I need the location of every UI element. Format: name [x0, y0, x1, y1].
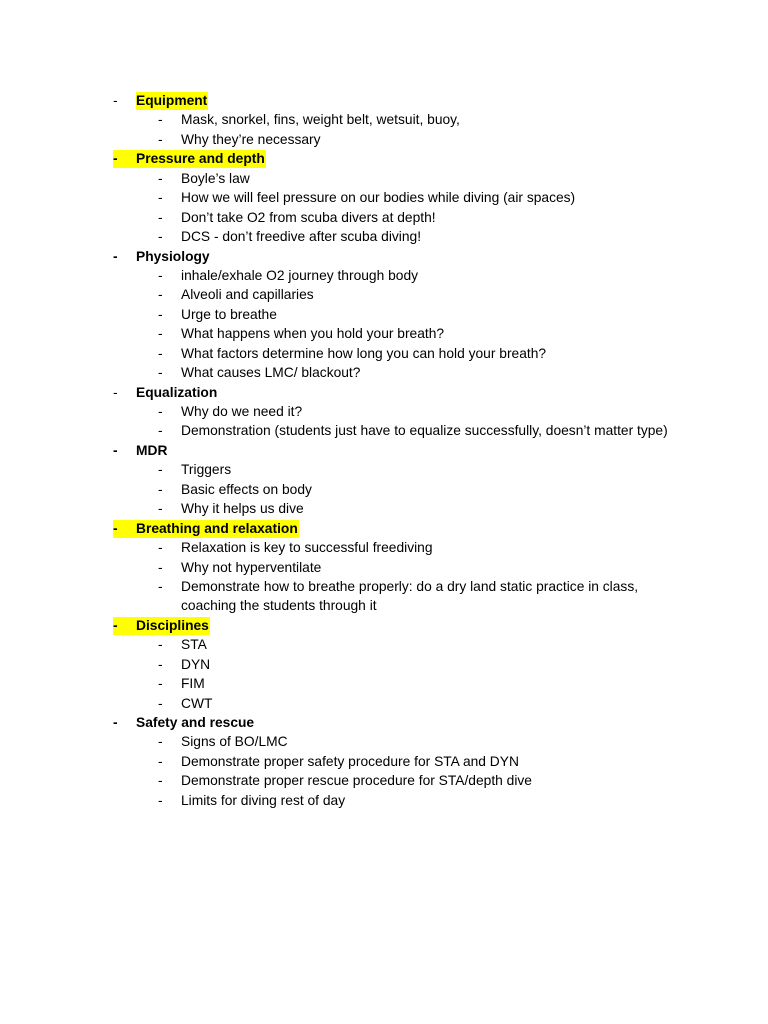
list-item: [0, 771, 768, 790]
bullet-dash: -: [158, 209, 163, 225]
bullet-dash: -: [113, 248, 118, 264]
section-title: Equalization: [136, 384, 218, 400]
list-item-text: DYN: [181, 656, 211, 672]
list-item: [0, 460, 768, 479]
list-item-text: Mask, snorkel, fins, weight belt, wetsuit, buoy,: [181, 112, 460, 128]
list-item: [0, 208, 768, 227]
list-item-text: Don’t take O2 from scuba divers at depth!: [181, 209, 436, 225]
section-heading: [0, 91, 768, 110]
list-item: [0, 791, 768, 810]
bullet-dash: -: [158, 695, 163, 711]
list-item-text: CWT: [181, 695, 213, 711]
document-outline: [0, 91, 768, 810]
list-item-text: Demonstrate proper safety procedure for STA and DYN: [181, 753, 519, 769]
section-title: Safety and rescue: [136, 715, 255, 730]
list-item-text: STA: [181, 637, 207, 653]
list-item: [0, 130, 768, 149]
list-item-continuation: [0, 596, 768, 615]
bullet-dash: -: [158, 112, 163, 128]
section-title: Physiology: [136, 248, 210, 264]
list-item-text: Basic effects on body: [181, 481, 312, 497]
bullet-dash: -: [158, 287, 163, 303]
list-item-text: Limits for diving rest of day: [181, 792, 346, 808]
section-title: Breathing and relaxation: [136, 520, 298, 536]
list-item: [0, 538, 768, 557]
bullet-dash: -: [113, 93, 118, 108]
list-item: [0, 421, 768, 440]
bullet-dash: -: [158, 578, 163, 594]
bullet-dash: -: [158, 345, 163, 361]
section-heading: [0, 616, 768, 635]
bullet-dash: -: [113, 520, 118, 536]
list-item-text: Demonstrate proper rescue procedure for STA/depth dive: [181, 773, 532, 789]
list-item-text: Why they’re necessary: [181, 131, 321, 147]
bullet-dash: -: [158, 326, 163, 342]
list-item: [0, 169, 768, 188]
list-item: [0, 635, 768, 654]
list-item: [0, 655, 768, 674]
bullet-dash: -: [158, 792, 163, 808]
section-heading: [0, 383, 768, 402]
bullet-dash: -: [158, 481, 163, 497]
list-item-text: Why do we need it?: [181, 404, 303, 419]
bullet-dash: -: [158, 540, 163, 556]
list-item-text: inhale/exhale O2 journey through body: [181, 267, 419, 283]
list-item-text: FIM: [181, 676, 205, 692]
list-item-text: Why it helps us dive: [181, 501, 304, 517]
bullet-dash: -: [158, 229, 163, 245]
bullet-dash: -: [158, 365, 163, 381]
bullet-dash: -: [113, 617, 118, 633]
list-item-text: Why not hyperventilate: [181, 559, 322, 575]
list-item-text: Relaxation is key to successful freediving: [181, 540, 433, 556]
list-item: [0, 305, 768, 324]
bullet-dash: -: [158, 170, 163, 186]
section-heading: [0, 713, 768, 732]
section-heading: [0, 149, 768, 168]
list-item-text: Demonstration (students just have to equalize successfully, doesn’t matter type): [181, 423, 668, 439]
bullet-dash: -: [113, 384, 118, 400]
list-item-text: Urge to breathe: [181, 306, 277, 322]
list-item: [0, 324, 768, 343]
list-item-text: How we will feel pressure on our bodies while diving (air spaces): [181, 190, 576, 206]
bullet-dash: -: [158, 267, 163, 283]
section-title: Disciplines: [136, 617, 209, 633]
list-item: [0, 558, 768, 577]
list-item: [0, 732, 768, 751]
bullet-dash: -: [158, 190, 163, 206]
bullet-dash: -: [158, 404, 163, 419]
list-item: [0, 188, 768, 207]
list-item: [0, 694, 768, 713]
list-item-text: Alveoli and capillaries: [181, 287, 314, 303]
section-title: Equipment: [136, 93, 208, 108]
bullet-dash: -: [158, 773, 163, 789]
list-item: [0, 363, 768, 382]
section-title: Pressure and depth: [136, 151, 265, 167]
bullet-dash: -: [113, 442, 118, 458]
list-item-text: Boyle’s law: [181, 170, 250, 186]
bullet-dash: -: [158, 656, 163, 672]
list-item: [0, 344, 768, 363]
list-item: [0, 110, 768, 129]
section-title: MDR: [136, 442, 168, 458]
list-item-text: Demonstrate how to breathe properly: do a dry land static practice in class,: [181, 578, 639, 594]
bullet-dash: -: [158, 734, 163, 750]
list-item-text: What causes LMC/ blackout?: [181, 365, 361, 381]
list-item: [0, 285, 768, 304]
bullet-dash: -: [158, 559, 163, 575]
list-item-text: What factors determine how long you can hold your breath?: [181, 345, 547, 361]
list-item: [0, 266, 768, 285]
list-item: [0, 480, 768, 499]
bullet-dash: -: [158, 423, 163, 439]
section-heading: [0, 519, 768, 538]
list-item: [0, 577, 768, 596]
list-item-text: coaching the students through it: [181, 598, 377, 614]
bullet-dash: -: [158, 462, 163, 478]
list-item: [0, 752, 768, 771]
bullet-dash: -: [158, 637, 163, 653]
bullet-dash: -: [158, 676, 163, 692]
list-item-text: DCS - don’t freedive after scuba diving!: [181, 229, 422, 245]
list-item: [0, 674, 768, 693]
bullet-dash: -: [158, 131, 163, 147]
list-item-text: Signs of BO/LMC: [181, 734, 288, 750]
bullet-dash: -: [158, 753, 163, 769]
bullet-dash: -: [158, 501, 163, 517]
list-item: [0, 402, 768, 421]
bullet-dash: -: [113, 151, 118, 167]
list-item: [0, 499, 768, 518]
list-item-text: What happens when you hold your breath?: [181, 326, 445, 342]
bullet-dash: -: [113, 715, 118, 730]
list-item-text: Triggers: [181, 462, 232, 478]
section-heading: [0, 247, 768, 266]
section-heading: [0, 441, 768, 460]
list-item: [0, 227, 768, 246]
bullet-dash: -: [158, 306, 163, 322]
